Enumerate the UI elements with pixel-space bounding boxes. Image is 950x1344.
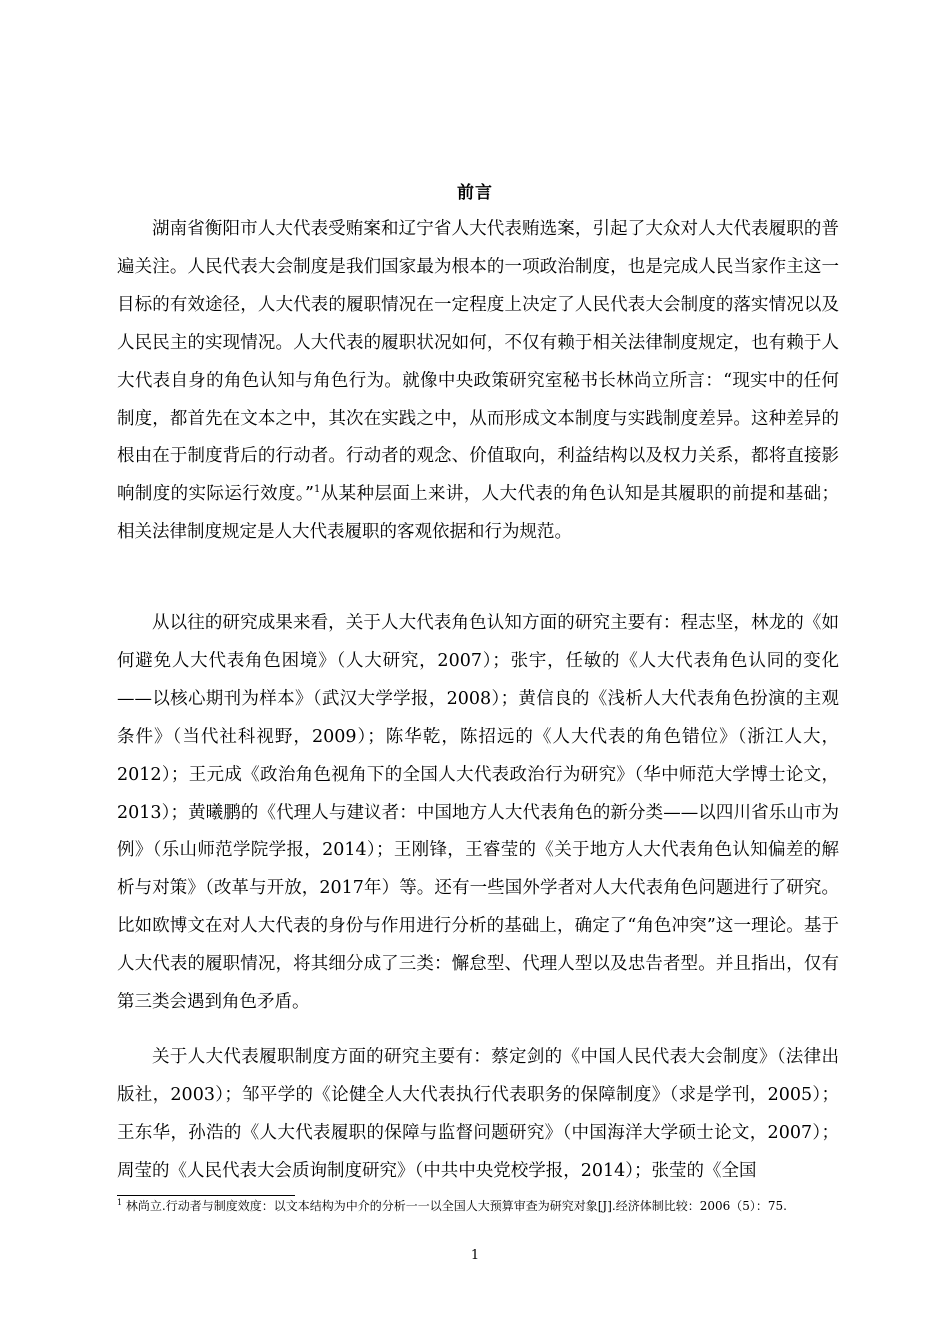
- paragraph-text: 从某种层面上来讲，人大代表的角色认知是其履职的前提和基础；相关法律制度规定是人大代表履职的客观依据和行为规范。: [117, 484, 839, 543]
- footnote-reference: 1: [313, 484, 321, 496]
- body-paragraph: [117, 211, 839, 552]
- paragraph-text: 湖南省衡阳市人大代表受贿案和辽宁省人大代表贿选案，引起了大众对人大代表履职的普遍关注。人民代表大会制度是我们国家最为根本的一项政治制度，也是完成人民当家作主这一目标的有效途径，人大代表的履职情况在一定程度上决定了人民代表大会制度的落实情况以及人民民主的实现情况。人大代表的履职状况如何，不仅有赖于相关法律制度规定，也有赖于人大代表自身的角色认知与角色行为。就像中央政策研究室秘书长林尚立所言：“现实中的任何制度，都首先在文本之中，其次在实践之中，从而形成文本制度与实践制度差异。这种差异的根由在于制度背后的行动者。行动者的观念、价值取向，利益结构以及权力关系，都将直接影响制度的实际运行效度。”: [117, 219, 839, 505]
- footnote-separator: [117, 1195, 295, 1196]
- footnote-text: 林尚立.行动者与制度效度：以文本结构为中介的分析一一以全国人大预算审查为研究对象[J].经济体制比较：2006（5）：75.: [125, 1199, 787, 1213]
- footnote-marker: 1: [117, 1198, 123, 1207]
- body-paragraph: 关于人大代表履职制度方面的研究主要有：蔡定剑的《中国人民代表大会制度》（法律出版社，2003）；邹平学的《论健全人大代表执行代表职务的保障制度》（求是学刊，2005）；王东华，孙浩的《人大代表履职的保障与监督问题研究》（中国海洋大学硕士论文，2007）；周莹的《人民代表大会质询制度研究》（中共中央党校学报，2014）；张莹的《全国: [117, 1047, 839, 1181]
- page-number: 1: [470, 1248, 480, 1263]
- footnote: [117, 1198, 839, 1214]
- body-paragraph: 从以往的研究成果来看，关于人大代表角色认知方面的研究主要有：程志坚，林龙的《如何避免人大代表角色困境》（人大研究，2007）；张宇，任敏的《人大代表角色认同的变化——以核心期刊为样本》（武汉大学学报，2008）；黄信良的《浅析人大代表角色扮演的主观条件》（当代社科视野，2009）；陈华乾，陈招远的《人大代表的角色错位》（浙江人大，2012）；王元成《政治角色视角下的全国人大代表政治行为研究》（华中师范大学博士论文，2013）；黄曦鹏的《代理人与建议者：中国地方人大代表角色的新分类——以四川省乐山市为例》（乐山师范学院学报，2014）；王刚锋，王睿莹的《关于地方人大代表角色认知偏差的解析与对策》（改革与开放，2017年）等。还有一些国外学者对人大代表角色问题进行了研究。比如欧博文在对人大代表的身份与作用进行分析的基础上，确定了“角色冲突”这一理论。基于人大代表的履职情况，将其细分成了三类：懈怠型、代理人型以及忠告者型。并且指出，仅有第三类会遇到角色矛盾。: [117, 613, 839, 1013]
- page-title: 前言: [457, 183, 493, 203]
